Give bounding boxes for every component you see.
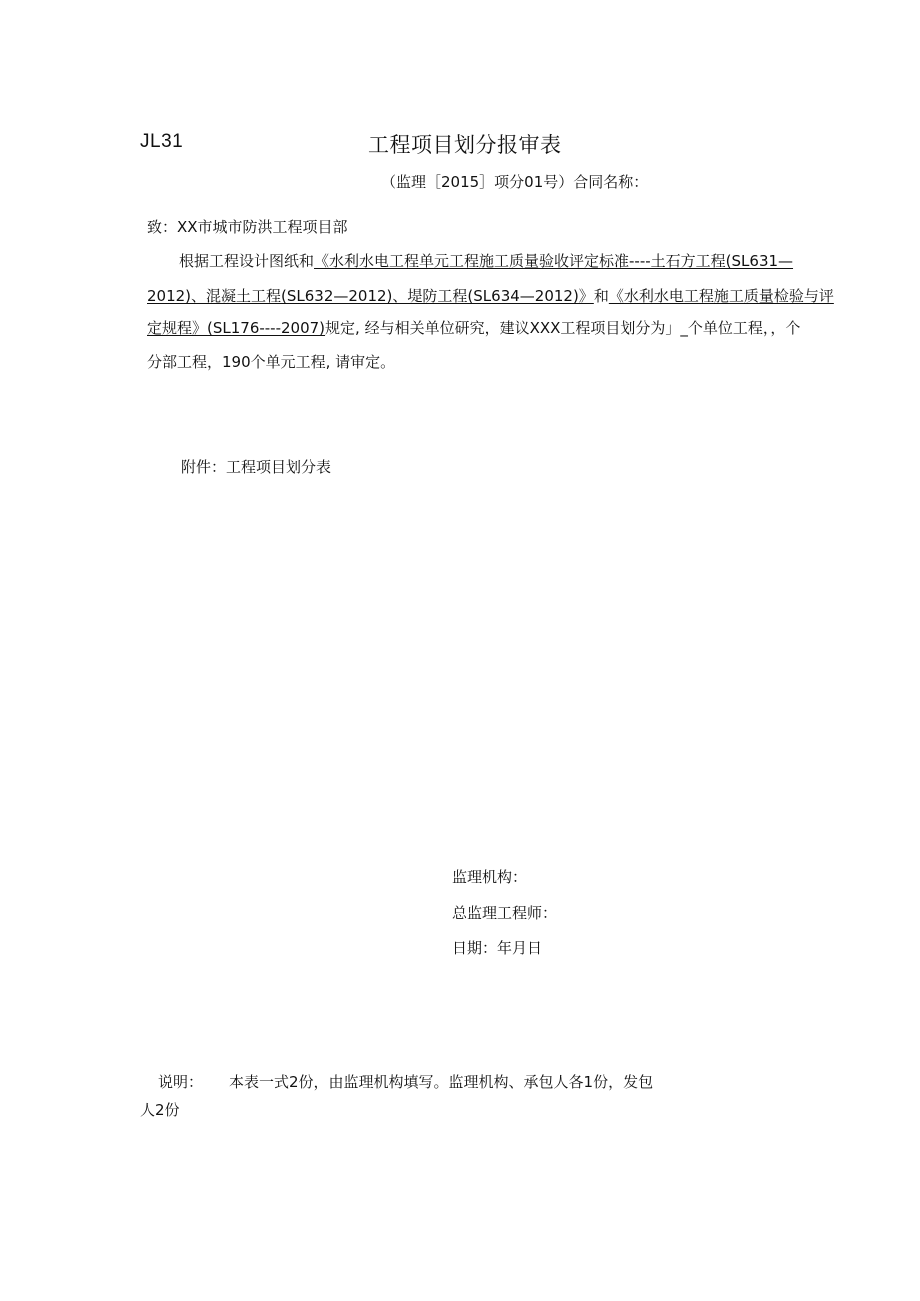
note-text: 本表一式2份，由监理机构填写。监理机构、承包人各1份，发包: [229, 1073, 654, 1091]
paragraph-text: 和: [593, 287, 609, 305]
addressee: 致：XX市城市防洪工程项目部: [147, 218, 348, 236]
form-code: JL31: [140, 131, 184, 152]
paragraph-text: 规定, 经与相关单位研究，建议XXX工程项目划分为」_个单位工程，，个: [325, 319, 801, 337]
paragraph-line-2: [147, 286, 834, 306]
standard-citation: 定规程》(SL176----2007): [147, 319, 326, 337]
document-title: 工程项目划分报审表: [368, 133, 562, 157]
standard-citation: 《水利水电工程施工质量检验与评: [608, 287, 834, 305]
paragraph-line-3: [147, 318, 800, 338]
paragraph-line-4: 分部工程，190个单元工程, 请审定。: [147, 353, 396, 371]
note-line: [158, 1071, 653, 1092]
reference-number: （监理［2015］项分01号）合同名称：: [381, 173, 649, 191]
note-label: 说明：: [158, 1073, 204, 1091]
standard-citation: 《水利水电工程单元工程施工质量验收评定标准----土石方工程(SL631—: [314, 252, 794, 270]
note-continuation: 人2份: [140, 1101, 180, 1119]
chief-engineer-label: 总监理工程师：: [452, 904, 558, 922]
date-label: 日期：年月日: [452, 939, 543, 957]
paragraph-text: 根据工程设计图纸和: [179, 252, 315, 270]
supervisor-org-label: 监理机构：: [452, 868, 528, 886]
attachment-line: 附件：工程项目划分表: [181, 458, 332, 476]
standard-citation: 2012)、混凝土工程(SL632—2012)、堤防工程(SL634—2012)》: [147, 287, 594, 305]
paragraph-line-1: [147, 251, 793, 271]
